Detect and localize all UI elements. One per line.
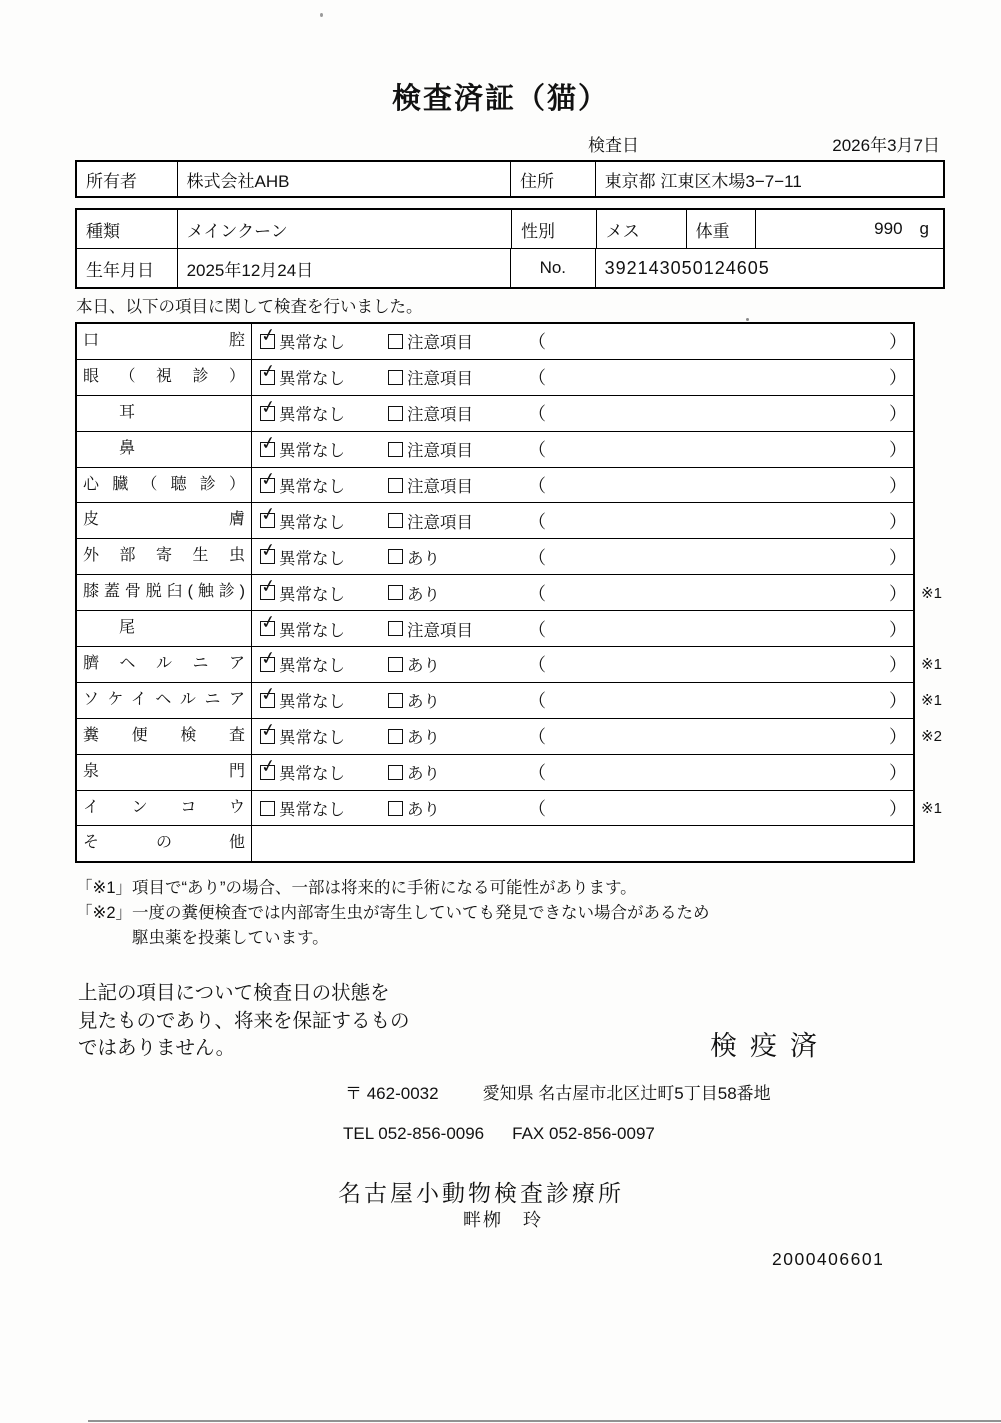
normal-checkbox (259, 754, 278, 780)
normal-checkbox-label: 異常なし (279, 657, 345, 676)
normal-checkbox (260, 801, 275, 816)
weight-unit: g (919, 219, 929, 238)
paren-close: ） (889, 511, 907, 532)
option2-checkbox-label: 注意項目 (407, 621, 473, 640)
checkmark: ✓ (259, 575, 278, 599)
paren-open: （ (528, 404, 546, 425)
option2-checkbox-label: 注意項目 (407, 406, 473, 425)
species-label: 種類 (86, 221, 120, 241)
address-label: 住所 (510, 162, 595, 196)
option2-checkbox-label: 注意項目 (407, 442, 473, 461)
normal-checkbox (259, 575, 278, 600)
option2-checkbox-label: あり (407, 693, 440, 712)
normal-checkbox (259, 718, 278, 744)
paren-open: （ (528, 691, 546, 712)
option2-checkbox (388, 657, 403, 672)
inspection-row-heart (77, 467, 913, 503)
paren-close: ） (889, 476, 907, 496)
paren-open: （ (528, 368, 546, 389)
paren-close: ） (889, 547, 907, 568)
disclaimer-line-2: 見たものであり、将来を保証するもの (78, 1009, 410, 1032)
quarantine-passed-stamp: 検疫済 (710, 1031, 830, 1061)
footnote-mark: ※1 (921, 800, 942, 818)
sex-label: 性別 (511, 210, 596, 248)
paren-open: （ (528, 476, 546, 496)
inspection-item-name: 外部寄生虫 (77, 539, 252, 574)
normal-checkbox-label: 異常なし (279, 693, 345, 712)
page-title: 検査済証（猫） (391, 83, 609, 115)
birth-row (77, 248, 943, 287)
paren-close: ） (889, 404, 907, 425)
weight-label: 体重 (686, 210, 756, 248)
normal-checkbox (259, 431, 278, 457)
checkmark: ✓ (259, 431, 278, 455)
clinic-fax: FAX 052-856-0097 (512, 1124, 655, 1143)
option2-checkbox-label: あり (407, 549, 440, 568)
inspection-item-name: 口腔 (77, 324, 252, 359)
inspection-row-fecal-exam (77, 718, 942, 754)
birth-label: 生年月日 (86, 260, 154, 280)
checkmark: ✓ (259, 467, 278, 491)
inspection-date-label: 検査日 (588, 136, 639, 155)
paren-close: ） (889, 763, 907, 784)
option2-checkbox (388, 513, 403, 528)
inspection-date-row (588, 131, 940, 156)
normal-checkbox (259, 467, 278, 493)
checkmark: ✓ (259, 610, 278, 635)
footnotes (76, 876, 906, 951)
clinic-address-line (345, 1079, 771, 1104)
inspection-item-name: 臍ヘルニア (77, 647, 252, 682)
paren-open: （ (528, 727, 546, 748)
inspection-row-inkou (77, 790, 942, 826)
clinic-name: 名古屋小動物検査診療所 (338, 1180, 624, 1206)
normal-checkbox (259, 610, 278, 636)
option2-checkbox (388, 693, 403, 708)
owner-label: 所有者 (86, 171, 137, 191)
inspection-item-name: 膝蓋骨脱臼(触診) (77, 575, 252, 610)
normal-checkbox (259, 646, 278, 672)
option2-checkbox-label: あり (407, 585, 440, 604)
paren-close: ） (889, 332, 907, 353)
inspection-item-name: 尾 (77, 611, 252, 646)
scan-speck (320, 13, 323, 17)
paren-open: （ (528, 655, 546, 676)
option2-checkbox (388, 621, 403, 636)
paren-close: ） (889, 799, 907, 820)
normal-checkbox (259, 503, 278, 528)
footnote-2: 「※2」一度の糞便検査では内部寄生虫が寄生していても発見できない場合があるため (76, 904, 710, 923)
normal-checkbox-label: 異常なし (279, 513, 345, 532)
inspection-row-umbilical-hernia (77, 646, 942, 682)
normal-checkbox-label: 異常なし (279, 478, 345, 496)
paren-open: （ (528, 763, 546, 784)
normal-checkbox (259, 323, 278, 349)
clinic-address: 愛知県 名古屋市北区辻町5丁目58番地 (482, 1084, 771, 1103)
inspection-row-tail (77, 610, 913, 646)
paren-open: （ (528, 619, 546, 640)
footnote-2-continued: 駆虫薬を投薬しています。 (132, 929, 329, 948)
disclaimer-line-1: 上記の項目について検査日の状態を (78, 982, 390, 1004)
normal-checkbox-label: 異常なし (279, 729, 345, 748)
option2-checkbox-label: 注意項目 (407, 370, 473, 389)
option2-checkbox (388, 442, 403, 457)
normal-checkbox-label: 異常なし (279, 370, 345, 389)
inspection-item-name: ソケイヘルニア (77, 683, 252, 718)
checkmark: ✓ (259, 754, 278, 778)
normal-checkbox-label: 異常なし (279, 334, 345, 353)
option2-checkbox (388, 801, 403, 816)
inspection-row-skin (77, 502, 913, 538)
paren-open: （ (528, 799, 546, 820)
footnote-mark: ※2 (921, 728, 942, 746)
normal-checkbox (259, 539, 278, 564)
footnote-mark: ※1 (921, 584, 942, 602)
paren-close: ） (889, 691, 907, 712)
normal-checkbox (259, 682, 278, 708)
inspection-item-name: 鼻 (77, 432, 252, 467)
inspection-row-nose (77, 431, 913, 467)
normal-checkbox-label: 異常なし (279, 549, 345, 568)
option2-checkbox-label: あり (407, 765, 440, 784)
no-value: 392143050124605 (595, 249, 943, 287)
option2-checkbox (388, 478, 403, 493)
pet-table (75, 208, 945, 289)
document-number: 2000406601 (772, 1249, 885, 1269)
footnote-mark: ※1 (921, 692, 942, 710)
inspection-row-ears (77, 395, 913, 431)
species-value: メインクーン (177, 210, 511, 248)
paren-open: （ (528, 583, 546, 604)
inspection-row-oral (77, 324, 913, 359)
inspection-date-value: 2026年3月7日 (832, 136, 940, 155)
inspection-item-name: 眼（視診） (77, 360, 252, 395)
footnote-mark: ※1 (921, 656, 942, 674)
normal-checkbox-label: 異常なし (279, 621, 345, 640)
species-row (77, 210, 943, 248)
option2-checkbox (388, 765, 403, 780)
weight-number: 990 (874, 219, 903, 238)
paren-open: （ (528, 332, 546, 353)
inspection-item-name: 心臓（聴診） (77, 468, 252, 503)
paren-close: ） (889, 440, 907, 461)
inspection-row-fontanelle (77, 754, 913, 790)
option2-checkbox (388, 334, 403, 349)
paren-close: ） (889, 727, 907, 748)
disclaimer-line-3: ではありません。 (78, 1037, 236, 1060)
checkmark: ✓ (259, 395, 278, 419)
owner-value: 株式会社AHB (177, 162, 510, 196)
checkmark: ✓ (259, 539, 278, 563)
no-label: No. (510, 249, 595, 287)
birth-value: 2025年12月24日 (177, 249, 510, 287)
paren-open: （ (528, 547, 546, 568)
scan-edge-artifact (88, 1420, 1001, 1423)
inspection-item-name: その他 (77, 826, 252, 861)
paren-open: （ (528, 440, 546, 461)
scan-speck (746, 318, 749, 321)
normal-checkbox-label: 異常なし (279, 585, 345, 604)
option2-checkbox (388, 549, 403, 564)
address-value: 東京都 江東区木場3−7−11 (595, 162, 943, 196)
normal-checkbox (259, 359, 278, 385)
inspection-item-name: 耳 (77, 396, 252, 431)
checkmark: ✓ (259, 718, 278, 742)
clinic-tel: TEL 052-856-0096 (343, 1124, 485, 1143)
paren-open: （ (528, 511, 546, 532)
owner-table (75, 160, 945, 198)
weight-value (755, 210, 943, 248)
option2-checkbox-label: あり (407, 657, 440, 676)
normal-checkbox-label: 異常なし (279, 406, 345, 425)
checkmark: ✓ (259, 323, 278, 348)
footnote-1: 「※1」項目で“あり”の場合、一部は将来的に手術になる可能性があります。 (76, 879, 637, 897)
clinic-postal-code: 〒 462-0032 (345, 1084, 439, 1103)
option2-checkbox (388, 370, 403, 385)
option2-checkbox-label: 注意項目 (407, 334, 473, 353)
disclaimer (78, 980, 410, 1063)
normal-checkbox (259, 395, 278, 421)
paren-close: ） (889, 655, 907, 676)
intro-text: 本日、以下の項目に関して検査を行いました。 (76, 298, 423, 316)
inspection-table (75, 322, 942, 863)
paren-close: ） (889, 583, 907, 604)
checkmark: ✓ (259, 359, 278, 383)
normal-checkbox-label: 異常なし (279, 442, 345, 461)
checkmark: ✓ (259, 646, 278, 671)
paren-close: ） (889, 368, 907, 389)
checkmark: ✓ (259, 682, 278, 707)
inspection-row-inguinal-hernia (77, 682, 942, 718)
sex-value: メス (596, 210, 686, 248)
other-empty-field (252, 826, 913, 861)
option2-checkbox (388, 406, 403, 421)
normal-checkbox-label: 異常なし (279, 801, 345, 820)
inspection-item-name: インコウ (77, 791, 252, 826)
clinic-tel-line (343, 1124, 655, 1144)
inspection-item-name: 泉門 (77, 755, 252, 790)
option2-checkbox-label: 注意項目 (407, 513, 473, 532)
paren-close: ） (889, 619, 907, 640)
inspection-row-patella (77, 574, 942, 610)
option2-checkbox (388, 585, 403, 600)
owner-row (77, 162, 943, 196)
option2-checkbox-label: 注意項目 (407, 478, 473, 496)
checkmark: ✓ (259, 503, 278, 527)
inspection-item-name: 糞便検査 (77, 719, 252, 754)
inspection-row-ectoparasites (77, 538, 913, 574)
inspection-row-other (77, 825, 913, 861)
veterinarian-name: 畔栁 玲 (463, 1210, 543, 1230)
normal-checkbox-label: 異常なし (279, 765, 345, 784)
option2-checkbox (388, 729, 403, 744)
inspection-row-eyes (77, 359, 913, 395)
option2-checkbox-label: あり (407, 801, 440, 820)
inspection-item-name: 皮膚 (77, 503, 252, 538)
option2-checkbox-label: あり (407, 729, 440, 748)
